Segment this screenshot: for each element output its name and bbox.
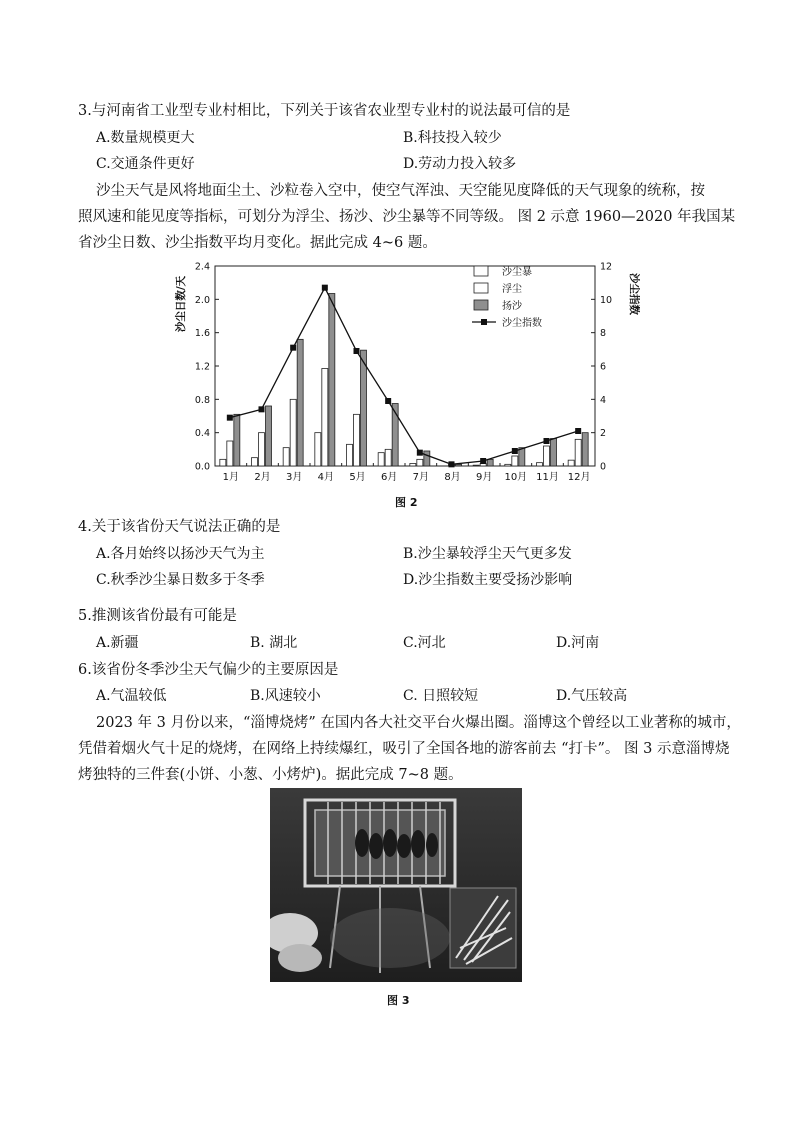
x-tick-label: 2月: [254, 472, 271, 483]
bar-blowing-sand: [456, 464, 462, 466]
bar-blowing-sand: [551, 439, 557, 467]
y-tick-label: 0.4: [194, 428, 210, 440]
y-tick-label: 1.2: [194, 361, 210, 373]
bar-dust-storm: [347, 444, 353, 466]
dust-index-point: [417, 450, 423, 456]
bar-floating-dust: [227, 441, 233, 466]
bar-blowing-sand: [424, 451, 430, 466]
dust-index-point: [512, 448, 518, 454]
q6-option-d: D.气压较高: [556, 688, 628, 704]
dust-index-point: [322, 285, 328, 291]
y-tick-label: 2.0: [194, 294, 210, 306]
dust-index-point: [259, 406, 265, 412]
legend-label: 沙尘暴: [502, 267, 532, 278]
bbq-grill-illustration: [270, 788, 522, 982]
dust-index-point: [575, 428, 581, 434]
bar-dust-storm: [283, 448, 289, 466]
bar-dust-storm: [410, 464, 416, 467]
y2-tick-label: 12: [600, 261, 613, 273]
legend-swatch: [474, 300, 488, 310]
bar-dust-storm: [537, 463, 543, 466]
q3-option-d: D.劳动力投入较多: [403, 156, 517, 172]
passage2-line-1: 2023 年 3 月份以来，“淄博烧烤” 在国内各大社交平台火爆出圈。淄博这个曾经以工业著称的城市，: [96, 715, 741, 731]
bar-floating-dust: [575, 439, 581, 466]
bar-dust-storm: [220, 459, 226, 466]
figure2-chart: [170, 256, 640, 486]
q5-stem: 5.推测该省份最有可能是: [78, 608, 237, 624]
legend-swatch: [474, 266, 488, 276]
dust-index-point: [227, 415, 233, 421]
plot-frame: [215, 266, 595, 466]
bar-floating-dust: [290, 399, 296, 466]
x-tick-label: 5月: [349, 472, 366, 483]
y2-tick-label: 4: [600, 394, 607, 406]
bar-floating-dust: [385, 449, 391, 466]
x-tick-label: 3月: [285, 472, 303, 483]
x-tick-label: 9月: [475, 472, 493, 483]
bar-dust-storm: [315, 433, 321, 466]
y2-tick-label: 8: [600, 328, 607, 340]
y2-tick-label: 6: [600, 361, 607, 373]
bar-floating-dust: [354, 414, 360, 466]
x-tick-label: 4月: [317, 472, 335, 483]
bar-dust-storm: [568, 460, 574, 466]
y2-tick-label: 2: [600, 428, 607, 440]
q6-option-c: C. 日照较短: [403, 688, 479, 704]
q6-option-a: A.气温较低: [96, 688, 167, 704]
q4-option-a: A.各月始终以扬沙天气为主: [96, 546, 265, 562]
y-axis-label: 沙尘日数/天: [175, 275, 187, 333]
dust-index-point: [480, 458, 486, 464]
x-tick-label: 10月: [504, 472, 528, 483]
y-tick-label: 2.4: [194, 261, 210, 273]
bar-dust-storm: [252, 458, 258, 466]
figure3-caption: 图 3: [387, 994, 410, 1007]
q3-option-c: C.交通条件更好: [96, 156, 195, 172]
bar-blowing-sand: [519, 448, 525, 466]
legend-swatch: [474, 283, 488, 293]
dust-index-point: [354, 348, 360, 354]
dust-index-point: [449, 461, 455, 467]
q5-option-b: B. 湖北: [250, 635, 298, 651]
figure3-photo: [270, 788, 522, 982]
legend-label: 沙尘指数: [502, 318, 542, 329]
q5-option-d: D.河南: [556, 635, 600, 651]
y2-tick-label: 0: [600, 461, 607, 473]
x-tick-label: 6月: [380, 472, 398, 483]
figure2-caption: 图 2: [395, 496, 418, 509]
passage2-line-3: 烤独特的三件套(小饼、小葱、小烤炉)。据此完成 7~8 题。: [78, 767, 463, 783]
bar-floating-dust: [259, 433, 265, 466]
passage1-line-2: 照风速和能见度等指标，可划分为浮尘、扬沙、沙尘暴等不同等级。 图 2 示意 1960—2020 年我国某: [78, 209, 736, 225]
x-tick-label: 1月: [222, 472, 240, 483]
legend-label: 浮尘: [502, 284, 522, 295]
q3-option-a: A.数量规模更大: [96, 130, 195, 146]
legend-label: 扬沙: [502, 301, 522, 312]
y2-axis-label: 沙尘指数: [628, 273, 640, 315]
x-tick-label: 8月: [444, 472, 461, 483]
passage2-line-2: 凭借着烟火气十足的烧烤，在网络上持续爆红，吸引了全国各地的游客前去 “打卡”。 图 3 示意淄博烧: [78, 741, 730, 757]
bar-blowing-sand: [361, 350, 367, 466]
q5-option-a: A.新疆: [96, 635, 139, 651]
bar-dust-storm: [473, 465, 479, 466]
y-tick-label: 0.0: [194, 461, 210, 473]
dust-index-line: [230, 288, 578, 465]
x-tick-label: 11月: [536, 472, 559, 483]
q4-option-d: D.沙尘指数主要受扬沙影响: [403, 572, 573, 588]
dust-index-point: [385, 398, 391, 404]
passage1-line-1: 沙尘天气是风将地面尘土、沙粒卷入空中，使空气浑浊、天空能见度降低的天气现象的统称，按: [96, 183, 705, 199]
passage1-line-3: 省沙尘日数、沙尘指数平均月变化。据此完成 4~6 题。: [78, 235, 437, 251]
bar-dust-storm: [378, 453, 384, 466]
q5-option-c: C.河北: [403, 635, 446, 651]
q4-stem: 4.关于该省份天气说法正确的是: [78, 519, 281, 535]
y-tick-label: 1.6: [194, 328, 210, 340]
bar-blowing-sand: [487, 459, 493, 466]
bar-dust-storm: [505, 464, 511, 466]
bar-floating-dust: [544, 446, 550, 466]
bar-floating-dust: [512, 456, 518, 466]
q6-option-b: B.风速较小: [250, 688, 321, 704]
bar-blowing-sand: [582, 433, 588, 466]
q4-option-c: C.秋季沙尘暴日数多于冬季: [96, 572, 265, 588]
dust-index-point: [544, 438, 550, 444]
bar-blowing-sand: [266, 406, 272, 466]
legend-line-marker: [481, 319, 487, 325]
x-tick-label: 7月: [412, 472, 430, 483]
bar-blowing-sand: [234, 414, 240, 466]
bar-blowing-sand: [329, 294, 335, 467]
bar-blowing-sand: [297, 339, 303, 466]
q6-stem: 6.该省份冬季沙尘天气偏少的主要原因是: [78, 662, 339, 678]
y2-tick-label: 10: [600, 294, 613, 306]
q3-option-b: B.科技投入较少: [403, 130, 502, 146]
dust-index-point: [290, 345, 296, 351]
q3-stem: 3.与河南省工业型专业村相比，下列关于该省农业型专业村的说法最可信的是: [78, 103, 571, 119]
x-tick-label: 12月: [567, 472, 591, 483]
y-tick-label: 0.8: [194, 394, 210, 406]
bar-floating-dust: [417, 459, 423, 466]
bar-floating-dust: [322, 369, 328, 467]
q4-option-b: B.沙尘暴较浮尘天气更多发: [403, 546, 572, 562]
